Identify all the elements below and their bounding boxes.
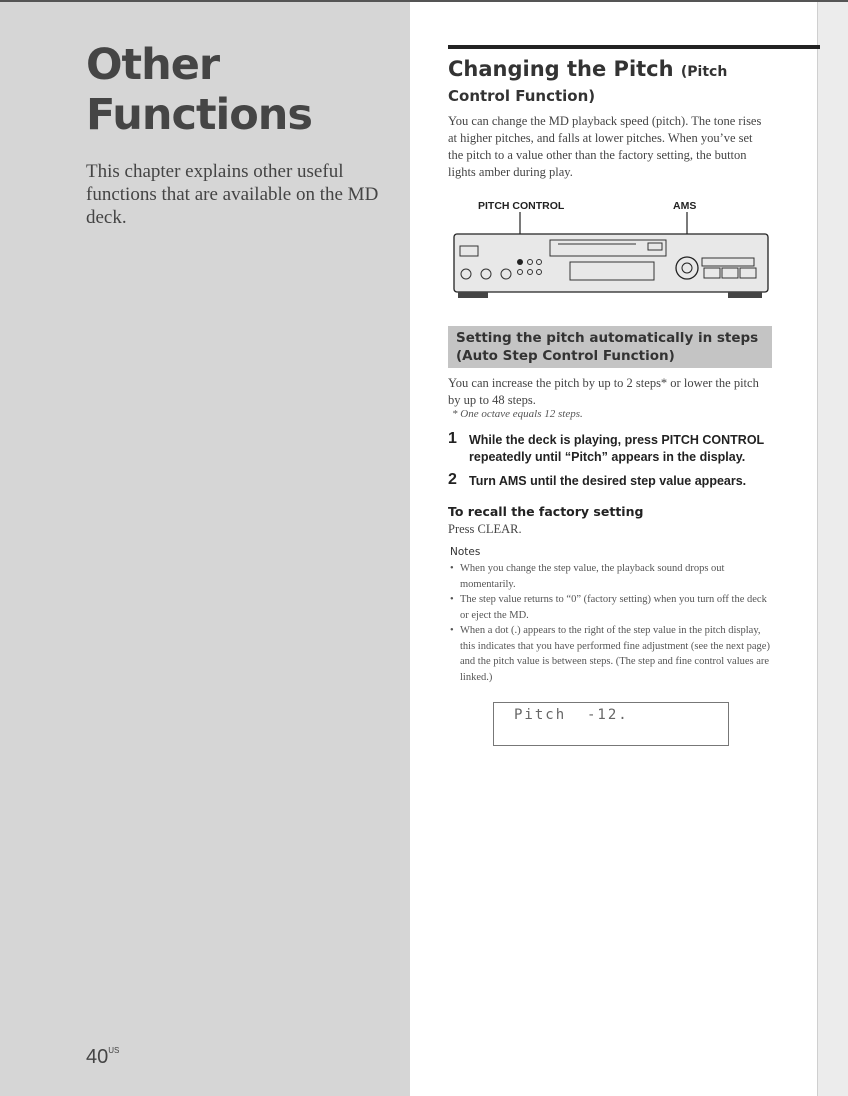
pitch-control-label: PITCH CONTROL — [478, 200, 565, 212]
ams-label: AMS — [673, 200, 697, 212]
step-2-text: Turn AMS until the desired step value appears. — [469, 474, 747, 488]
notes-list — [450, 561, 775, 685]
page-number-value: 40 — [86, 1046, 109, 1068]
step-2-number: 2 — [448, 471, 457, 488]
recall-body: Press CLEAR. — [448, 522, 522, 536]
pitch-display — [493, 702, 729, 746]
section-title — [448, 56, 727, 85]
section-title-main: Changing the Pitch — [448, 57, 674, 81]
footnote: * One octave equals 12 steps. — [452, 408, 583, 420]
recall-heading: To recall the factory setting — [448, 504, 644, 519]
subsection-heading: Setting the pitch automatically in steps (Auto Step Control Function) — [448, 326, 772, 368]
note-item: • When a dot (.) appears to the right of the step value in the pitch display, this indicates that you have performed fine adjustment (see the next page) and the pitch value is between steps. (The step and fine control values are linked.) — [450, 623, 775, 685]
section-rule — [448, 45, 820, 49]
chapter-title: Other Functions — [86, 40, 312, 140]
step-1-number: 1 — [448, 430, 457, 447]
note-item: • When you change the step value, the playback sound drops out momentarily. — [450, 561, 775, 592]
top-rule — [0, 0, 848, 2]
pitch-display-text: Pitch -12. — [514, 707, 629, 723]
chapter-intro: This chapter explains other useful functions that are available on the MD deck. — [86, 161, 379, 228]
step-1-text: While the deck is playing, press PITCH CONTROL repeatedly until “Pitch” appears in the display. — [469, 433, 764, 464]
page-number — [86, 1046, 119, 1069]
note-item: • The step value returns to “0” (factory setting) when you turn off the deck or eject the MD. — [450, 592, 775, 623]
md-deck-illustration — [450, 196, 770, 306]
section-intro: You can change the MD playback speed (pitch). The tone rises at higher pitches, and falls at lower pitches. When you’ve set the pitch to a value other than the factory setting, the button lights amber during play. — [448, 114, 762, 179]
section-title-suffix: (Pitch — [680, 64, 728, 80]
section-subtitle: Control Function) — [448, 87, 596, 105]
page-edge — [817, 0, 848, 1096]
notes-heading: Notes — [450, 546, 481, 558]
page-number-suffix: US — [108, 1046, 120, 1055]
subsection-intro: You can increase the pitch by up to 2 steps* or lower the pitch by up to 48 steps. — [448, 376, 759, 407]
